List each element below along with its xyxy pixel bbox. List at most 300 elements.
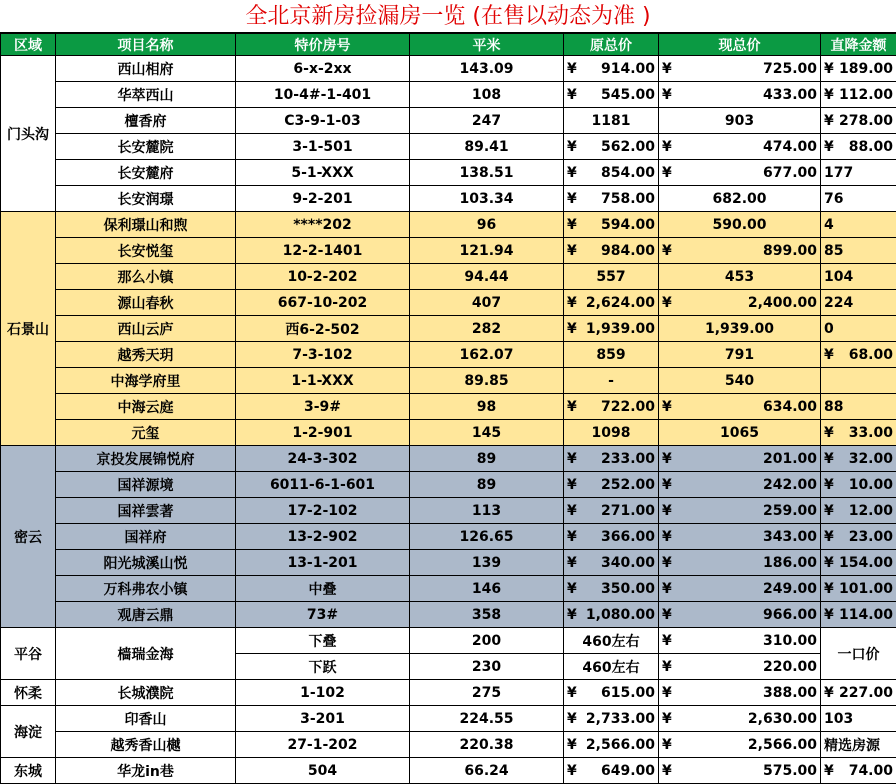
amount: 2,624.00	[585, 294, 655, 311]
currency-value	[662, 529, 817, 545]
amount: 101.00	[838, 580, 893, 597]
original-price-cell[interactable]	[564, 56, 659, 82]
current-price-cell[interactable]	[659, 732, 821, 758]
col-header-region[interactable]: 区域	[1, 34, 56, 56]
project-cell[interactable]: 西山云庐	[56, 316, 236, 342]
area-cell[interactable]: 282	[410, 316, 564, 342]
unit-cell[interactable]: 17-2-102	[236, 498, 410, 524]
project-cell[interactable]: 国祥源境	[56, 472, 236, 498]
area-cell[interactable]: 146	[410, 576, 564, 602]
project-cell[interactable]: 长安悦玺	[56, 238, 236, 264]
amount: 154.00	[838, 554, 893, 571]
currency-symbol: ¥	[662, 580, 672, 597]
area-cell[interactable]: 113	[410, 498, 564, 524]
currency-value	[567, 295, 655, 311]
current-price-cell[interactable]	[659, 134, 821, 160]
price-drop-cell[interactable]	[821, 602, 896, 628]
unit-cell[interactable]: 3-9#	[236, 394, 410, 420]
currency-symbol: ¥	[567, 216, 577, 233]
table-row	[1, 524, 896, 550]
currency-value	[662, 477, 817, 493]
table-row	[1, 602, 896, 628]
project-cell[interactable]: 华萃西山	[56, 82, 236, 108]
area-cell[interactable]: 230	[410, 654, 564, 680]
amount: 112.00	[838, 86, 893, 103]
price-drop-cell[interactable]	[821, 680, 896, 706]
currency-symbol: ¥	[824, 424, 834, 441]
area-cell[interactable]: 94.44	[410, 264, 564, 290]
price-drop-cell[interactable]	[821, 524, 896, 550]
current-price-cell[interactable]	[659, 758, 821, 784]
amount: 854.00	[600, 164, 655, 181]
currency-symbol: ¥	[824, 138, 834, 155]
currency-symbol: ¥	[824, 60, 834, 77]
price-drop-cell[interactable]	[821, 758, 896, 784]
amount: 12.00	[848, 502, 893, 519]
currency-symbol: ¥	[567, 710, 577, 727]
price-drop-cell[interactable]	[821, 420, 896, 446]
unit-cell[interactable]: 10-2-202	[236, 264, 410, 290]
original-price-cell[interactable]	[564, 160, 659, 186]
original-price-cell[interactable]: 1181	[564, 108, 659, 134]
project-cell[interactable]: 越秀天玥	[56, 342, 236, 368]
amount: 249.00	[762, 580, 817, 597]
area-cell[interactable]: 275	[410, 680, 564, 706]
region-cell[interactable]: 门头沟	[1, 56, 56, 212]
area-cell[interactable]: 89.41	[410, 134, 564, 160]
table-row	[1, 550, 896, 576]
currency-value	[662, 737, 817, 753]
currency-symbol: ¥	[662, 476, 672, 493]
current-price-cell[interactable]	[659, 498, 821, 524]
project-cell[interactable]: 京投发展锦悦府	[56, 446, 236, 472]
project-cell[interactable]: 长安麓府	[56, 160, 236, 186]
table-row	[1, 238, 896, 264]
currency-symbol: ¥	[824, 580, 834, 597]
table-row	[1, 290, 896, 316]
project-cell[interactable]: 长安麓院	[56, 134, 236, 160]
currency-symbol: ¥	[824, 502, 834, 519]
amount: 2,566.00	[585, 736, 655, 753]
current-price-cell[interactable]: 590.00	[659, 212, 821, 238]
project-cell[interactable]: 印香山	[56, 706, 236, 732]
currency-symbol: ¥	[567, 606, 577, 623]
area-cell[interactable]: 200	[410, 628, 564, 654]
table-row	[1, 56, 896, 82]
region-cell[interactable]: 平谷	[1, 628, 56, 680]
currency-symbol: ¥	[567, 138, 577, 155]
original-price-cell[interactable]	[564, 238, 659, 264]
project-cell[interactable]: 中海学府里	[56, 368, 236, 394]
amount: 242.00	[762, 476, 817, 493]
currency-symbol: ¥	[824, 346, 834, 363]
original-price-cell[interactable]	[564, 732, 659, 758]
area-cell[interactable]: 224.55	[410, 706, 564, 732]
price-drop-cell[interactable]: 76	[821, 186, 896, 212]
currency-symbol: ¥	[662, 658, 672, 675]
price-drop-cell[interactable]	[821, 82, 896, 108]
price-drop-cell[interactable]: 85	[821, 238, 896, 264]
current-price-cell[interactable]	[659, 394, 821, 420]
region-cell[interactable]: 东城	[1, 758, 56, 784]
currency-symbol: ¥	[662, 450, 672, 467]
current-price-cell[interactable]	[659, 706, 821, 732]
unit-cell[interactable]: 西6-2-502	[236, 316, 410, 342]
unit-cell[interactable]: 6011-6-1-601	[236, 472, 410, 498]
original-price-cell[interactable]: 460左右	[564, 628, 659, 654]
current-price-cell[interactable]: 540	[659, 368, 821, 394]
project-cell[interactable]: 保利璟山和煦	[56, 212, 236, 238]
currency-value	[824, 425, 893, 441]
area-cell[interactable]: 139	[410, 550, 564, 576]
currency-value	[662, 555, 817, 571]
currency-symbol: ¥	[662, 710, 672, 727]
price-drop-cell[interactable]: 精选房源	[821, 732, 896, 758]
current-price-cell[interactable]: 1,939.00	[659, 316, 821, 342]
current-price-cell[interactable]	[659, 290, 821, 316]
project-cell[interactable]: 观唐云鼎	[56, 602, 236, 628]
amount: 2,733.00	[585, 710, 655, 727]
table-body	[1, 56, 896, 784]
price-drop-cell[interactable]	[821, 472, 896, 498]
original-price-cell[interactable]	[564, 550, 659, 576]
current-price-cell[interactable]	[659, 628, 821, 654]
original-price-cell[interactable]	[564, 498, 659, 524]
currency-symbol: ¥	[824, 762, 834, 779]
currency-value	[567, 607, 655, 623]
price-drop-cell[interactable]: 177	[821, 160, 896, 186]
original-price-cell[interactable]	[564, 706, 659, 732]
currency-value	[662, 685, 817, 701]
current-price-cell[interactable]	[659, 654, 821, 680]
original-price-cell[interactable]	[564, 576, 659, 602]
price-drop-cell[interactable]: 0	[821, 316, 896, 342]
original-price-cell[interactable]	[564, 316, 659, 342]
project-cell[interactable]: 阳光城溪山悦	[56, 550, 236, 576]
amount: 1,939.00	[585, 320, 655, 337]
original-price-cell[interactable]	[564, 82, 659, 108]
original-price-cell[interactable]	[564, 446, 659, 472]
original-price-cell[interactable]: -	[564, 368, 659, 394]
currency-symbol: ¥	[662, 684, 672, 701]
amount: 350.00	[600, 580, 655, 597]
currency-symbol: ¥	[662, 242, 672, 259]
currency-symbol: ¥	[824, 476, 834, 493]
currency-value	[567, 87, 655, 103]
current-price-cell[interactable]: 791	[659, 342, 821, 368]
currency-symbol: ¥	[662, 632, 672, 649]
current-price-cell[interactable]: 453	[659, 264, 821, 290]
unit-cell[interactable]: 504	[236, 758, 410, 784]
current-price-cell[interactable]: 903	[659, 108, 821, 134]
unit-cell[interactable]: 中叠	[236, 576, 410, 602]
amount: 189.00	[838, 60, 893, 77]
area-cell[interactable]: 138.51	[410, 160, 564, 186]
original-price-cell[interactable]: 557	[564, 264, 659, 290]
project-cell[interactable]: 檀香府	[56, 108, 236, 134]
currency-value	[824, 113, 893, 129]
area-cell[interactable]: 89.85	[410, 368, 564, 394]
amount: 310.00	[762, 632, 817, 649]
col-header-project[interactable]: 项目名称	[56, 34, 236, 56]
amount: 594.00	[600, 216, 655, 233]
project-cell[interactable]: 那么小镇	[56, 264, 236, 290]
currency-symbol: ¥	[824, 554, 834, 571]
unit-cell[interactable]: 5-1-XXX	[236, 160, 410, 186]
current-price-cell[interactable]	[659, 550, 821, 576]
currency-value	[567, 451, 655, 467]
unit-cell[interactable]: 24-3-302	[236, 446, 410, 472]
unit-cell[interactable]: 10-4#-1-401	[236, 82, 410, 108]
area-cell[interactable]: 247	[410, 108, 564, 134]
area-cell[interactable]: 126.65	[410, 524, 564, 550]
current-price-cell[interactable]	[659, 472, 821, 498]
current-price-cell[interactable]	[659, 56, 821, 82]
current-price-cell[interactable]	[659, 238, 821, 264]
project-cell[interactable]: 万科弗农小镇	[56, 576, 236, 602]
table-row	[1, 342, 896, 368]
amount: 2,566.00	[747, 736, 817, 753]
area-cell[interactable]: 98	[410, 394, 564, 420]
region-cell[interactable]: 石景山	[1, 212, 56, 446]
price-drop-cell[interactable]	[821, 446, 896, 472]
price-drop-cell[interactable]: 103	[821, 706, 896, 732]
unit-cell[interactable]: 下叠	[236, 628, 410, 654]
table-row	[1, 680, 896, 706]
unit-cell[interactable]: 9-2-201	[236, 186, 410, 212]
price-drop-cell[interactable]	[821, 134, 896, 160]
table-row	[1, 498, 896, 524]
currency-value	[567, 581, 655, 597]
amount: 722.00	[600, 398, 655, 415]
currency-value	[662, 711, 817, 727]
current-price-cell[interactable]	[659, 602, 821, 628]
currency-value	[662, 139, 817, 155]
unit-cell[interactable]: 73#	[236, 602, 410, 628]
unit-cell[interactable]: 6-x-2xx	[236, 56, 410, 82]
current-price-cell[interactable]: 682.00	[659, 186, 821, 212]
price-drop-cell[interactable]	[821, 576, 896, 602]
price-drop-cell[interactable]	[821, 108, 896, 134]
price-drop-cell[interactable]: 4	[821, 212, 896, 238]
currency-value	[567, 399, 655, 415]
unit-cell[interactable]: 下跃	[236, 654, 410, 680]
project-cell[interactable]: 国祥雲著	[56, 498, 236, 524]
currency-symbol: ¥	[567, 60, 577, 77]
currency-value	[824, 607, 893, 623]
unit-cell[interactable]: 27-1-202	[236, 732, 410, 758]
original-price-cell[interactable]	[564, 524, 659, 550]
original-price-cell[interactable]	[564, 186, 659, 212]
currency-value	[567, 217, 655, 233]
amount: 88.00	[848, 138, 893, 155]
area-cell[interactable]: 220.38	[410, 732, 564, 758]
amount: 966.00	[762, 606, 817, 623]
price-drop-cell[interactable]	[821, 368, 896, 394]
area-cell[interactable]: 89	[410, 446, 564, 472]
area-cell[interactable]: 108	[410, 82, 564, 108]
current-price-cell[interactable]	[659, 576, 821, 602]
amount: 201.00	[762, 450, 817, 467]
table-row	[1, 212, 896, 238]
project-cell[interactable]: 国祥府	[56, 524, 236, 550]
currency-symbol: ¥	[824, 450, 834, 467]
unit-cell[interactable]: 3-1-501	[236, 134, 410, 160]
area-cell[interactable]: 145	[410, 420, 564, 446]
currency-value	[824, 555, 893, 571]
currency-value	[567, 529, 655, 545]
price-drop-cell[interactable]: 88	[821, 394, 896, 420]
currency-symbol: ¥	[567, 190, 577, 207]
col-header-price-drop[interactable]: 直降金额	[821, 34, 896, 56]
currency-symbol: ¥	[567, 450, 577, 467]
region-cell[interactable]: 海淀	[1, 706, 56, 758]
current-price-cell[interactable]: 1065	[659, 420, 821, 446]
currency-value	[662, 295, 817, 311]
table-row	[1, 264, 896, 290]
table-row	[1, 706, 896, 732]
current-price-cell[interactable]	[659, 82, 821, 108]
amount: 562.00	[600, 138, 655, 155]
currency-value	[824, 347, 893, 363]
currency-value	[567, 477, 655, 493]
project-cell[interactable]: 长城濮院	[56, 680, 236, 706]
unit-cell[interactable]: 1-102	[236, 680, 410, 706]
currency-symbol: ¥	[567, 398, 577, 415]
original-price-cell[interactable]: 859	[564, 342, 659, 368]
price-drop-cell[interactable]: 224	[821, 290, 896, 316]
project-cell[interactable]: 越秀香山樾	[56, 732, 236, 758]
unit-cell[interactable]: 1-2-901	[236, 420, 410, 446]
unit-cell[interactable]: 3-201	[236, 706, 410, 732]
area-cell[interactable]: 358	[410, 602, 564, 628]
amount: 575.00	[762, 762, 817, 779]
original-price-cell[interactable]	[564, 602, 659, 628]
unit-cell[interactable]: 667-10-202	[236, 290, 410, 316]
currency-value	[567, 711, 655, 727]
current-price-cell[interactable]	[659, 446, 821, 472]
amount: 343.00	[762, 528, 817, 545]
original-price-cell[interactable]: 1098	[564, 420, 659, 446]
currency-value	[662, 399, 817, 415]
original-price-cell[interactable]	[564, 472, 659, 498]
price-drop-cell[interactable]	[821, 498, 896, 524]
amount: 725.00	[762, 60, 817, 77]
region-cell[interactable]: 密云	[1, 446, 56, 628]
area-cell[interactable]: 162.07	[410, 342, 564, 368]
project-cell[interactable]: 西山相府	[56, 56, 236, 82]
currency-symbol: ¥	[662, 528, 672, 545]
currency-symbol: ¥	[662, 294, 672, 311]
original-price-cell[interactable]	[564, 134, 659, 160]
amount: 233.00	[600, 450, 655, 467]
unit-cell[interactable]: 7-3-102	[236, 342, 410, 368]
area-cell[interactable]: 96	[410, 212, 564, 238]
currency-symbol: ¥	[662, 554, 672, 571]
table-row	[1, 82, 896, 108]
currency-symbol: ¥	[824, 684, 834, 701]
unit-cell[interactable]: 12-2-1401	[236, 238, 410, 264]
col-header-original-price[interactable]: 原总价	[564, 34, 659, 56]
amount: 271.00	[600, 502, 655, 519]
area-cell[interactable]: 89	[410, 472, 564, 498]
original-price-cell[interactable]	[564, 680, 659, 706]
amount: 114.00	[838, 606, 893, 623]
area-cell[interactable]: 407	[410, 290, 564, 316]
col-header-current-price[interactable]: 现总价	[659, 34, 821, 56]
currency-symbol: ¥	[567, 242, 577, 259]
price-drop-cell[interactable]	[821, 56, 896, 82]
table-row	[1, 108, 896, 134]
currency-symbol: ¥	[567, 502, 577, 519]
amount: 433.00	[762, 86, 817, 103]
original-price-cell[interactable]: 460左右	[564, 654, 659, 680]
amount: 10.00	[848, 476, 893, 493]
amount: 899.00	[762, 242, 817, 259]
unit-cell[interactable]: 13-1-201	[236, 550, 410, 576]
region-cell[interactable]: 怀柔	[1, 680, 56, 706]
currency-symbol: ¥	[567, 762, 577, 779]
area-cell[interactable]: 66.24	[410, 758, 564, 784]
amount: 758.00	[600, 190, 655, 207]
currency-value	[662, 61, 817, 77]
unit-cell[interactable]: ****202	[236, 212, 410, 238]
current-price-cell[interactable]	[659, 680, 821, 706]
original-price-cell[interactable]	[564, 212, 659, 238]
amount: 984.00	[600, 242, 655, 259]
project-cell[interactable]: 中海云庭	[56, 394, 236, 420]
price-drop-cell[interactable]: 104	[821, 264, 896, 290]
table-row	[1, 576, 896, 602]
amount: 227.00	[838, 684, 893, 701]
current-price-cell[interactable]	[659, 160, 821, 186]
currency-value	[824, 685, 893, 701]
area-cell[interactable]: 121.94	[410, 238, 564, 264]
project-cell[interactable]: 樯瑞金海	[56, 628, 236, 680]
area-cell[interactable]: 143.09	[410, 56, 564, 82]
header-row	[1, 34, 896, 56]
current-price-cell[interactable]	[659, 524, 821, 550]
amount: 23.00	[848, 528, 893, 545]
project-cell[interactable]: 源山春秋	[56, 290, 236, 316]
area-cell[interactable]: 103.34	[410, 186, 564, 212]
col-header-area[interactable]: 平米	[410, 34, 564, 56]
project-cell[interactable]: 华龙in巷	[56, 758, 236, 784]
original-price-cell[interactable]	[564, 758, 659, 784]
amount: 33.00	[848, 424, 893, 441]
table-row	[1, 134, 896, 160]
currency-symbol: ¥	[824, 606, 834, 623]
project-cell[interactable]: 长安润璟	[56, 186, 236, 212]
currency-value	[567, 503, 655, 519]
amount: 1,080.00	[585, 606, 655, 623]
project-cell[interactable]: 元玺	[56, 420, 236, 446]
currency-value	[824, 87, 893, 103]
unit-cell[interactable]: 13-2-902	[236, 524, 410, 550]
amount: 388.00	[762, 684, 817, 701]
price-drop-cell[interactable]	[821, 550, 896, 576]
unit-cell[interactable]: C3-9-1-03	[236, 108, 410, 134]
col-header-unit[interactable]: 特价房号	[236, 34, 410, 56]
unit-cell[interactable]: 1-1-XXX	[236, 368, 410, 394]
price-drop-cell[interactable]	[821, 342, 896, 368]
currency-value	[824, 581, 893, 597]
price-drop-cell[interactable]: 一口价	[821, 628, 896, 680]
original-price-cell[interactable]	[564, 290, 659, 316]
currency-symbol: ¥	[824, 86, 834, 103]
currency-value	[567, 555, 655, 571]
original-price-cell[interactable]	[564, 394, 659, 420]
